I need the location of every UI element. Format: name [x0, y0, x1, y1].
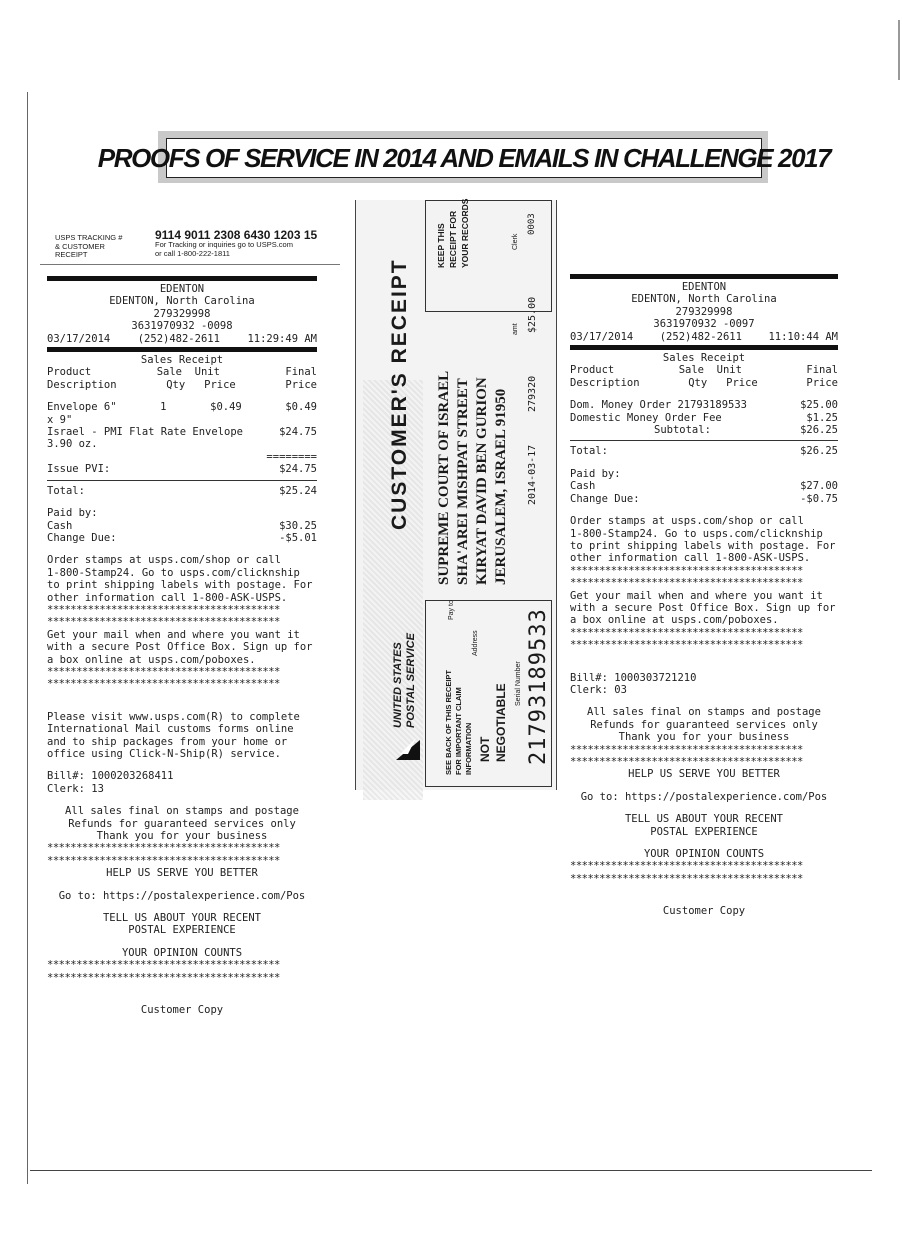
issue-row: Issue PVI: $24.75: [47, 463, 317, 476]
clerk-number: Clerk: 13: [47, 782, 104, 795]
equals-rule: ========: [266, 450, 317, 463]
not-negotiable: NEGOTIABLE: [494, 683, 508, 762]
item-weight: 3.90 oz.: [47, 438, 98, 451]
bill-number: Bill#: 1000203268411: [47, 770, 174, 783]
line-item: Dom. Money Order 21793189533 $25.00: [570, 399, 838, 412]
stars-divider: ****************************************: [570, 626, 803, 639]
receipt-phone: (252)482-2611: [659, 330, 742, 343]
left-page-rule: [27, 92, 28, 1184]
stars-divider: ****************************************: [570, 860, 803, 873]
stars-divider: ****************************************: [570, 743, 803, 756]
office-id: 3631970932 -0097: [653, 318, 755, 331]
final-text: All sales final on stamps and postage: [65, 805, 299, 818]
customer-copy: Customer Copy: [140, 1004, 224, 1017]
tell-us-text: TELL US ABOUT YOUR RECENT: [102, 912, 262, 925]
money-order-amount: $25.00: [527, 296, 538, 333]
intl-text: Please visit www.usps.com(R) to complete: [47, 710, 300, 723]
survey-url: Go to: https://postalexperience.com/Pos: [58, 889, 306, 902]
bill-number: Bill#: 1000303721210: [570, 671, 697, 684]
receipt-phone: (252)482-2611: [137, 332, 220, 345]
see-back-text: SEE BACK OF THIS RECEIPT: [444, 669, 453, 775]
receipt-time: 11:29:49 AM: [247, 332, 317, 345]
order-text: Order stamps at usps.com/shop or call: [47, 554, 281, 567]
column-header-2: Description Qty Price Price: [47, 378, 317, 391]
date-row: [570, 331, 838, 343]
opinion-text: YOUR OPINION COUNTS: [643, 848, 765, 861]
line-item: Envelope 6" 1 $0.49 $0.49: [47, 401, 317, 414]
tracking-rule: [40, 264, 340, 265]
stars-divider: ****************************************: [47, 616, 280, 629]
payee-line: KIRYAT DAVID BEN GURION: [474, 377, 490, 585]
final-text: All sales final on stamps and postage: [587, 706, 821, 719]
stars-divider: ****************************************: [570, 639, 803, 652]
cash-row: Cash $30.25: [47, 519, 317, 532]
office-city: EDENTON, North Carolina: [631, 293, 777, 306]
tracking-number: 9114 9011 2308 6430 1203 15: [155, 228, 318, 242]
not-negotiable: NOT: [478, 736, 492, 762]
office-zip: 279329998: [675, 305, 733, 318]
tell-us-text: TELL US ABOUT YOUR RECENT: [624, 813, 784, 826]
clerk-label: Clerk: [512, 233, 519, 250]
column-header-1: Product Sale Unit Final: [570, 364, 838, 377]
pobox-text: Get your mail when and where you want it: [47, 628, 300, 641]
clerk-value: 0003: [527, 213, 537, 235]
column-header-2: Description Qty Price Price: [570, 376, 838, 389]
clerk-number: Clerk: 03: [570, 683, 627, 696]
office-name: EDENTON: [159, 283, 205, 295]
stars-divider: ****************************************: [47, 678, 280, 691]
total-row: Total: $26.25: [570, 445, 838, 458]
survey-url: Go to: https://postalexperience.com/Pos: [580, 790, 828, 803]
right-page-rule: [898, 20, 900, 80]
stars-divider: ****************************************: [570, 564, 803, 577]
pobox-text: Get your mail when and where you want it: [570, 589, 823, 602]
serial-label: Serial Number: [515, 661, 522, 706]
stars-divider: ****************************************: [47, 854, 280, 867]
cash-row: Cash $27.00: [570, 480, 838, 493]
stars-divider: ****************************************: [47, 971, 280, 984]
paid-by: Paid by:: [47, 507, 98, 520]
stars-divider: ****************************************: [47, 959, 280, 972]
money-order-title: CUSTOMER'S RECEIPT: [388, 258, 411, 530]
payee-line: JERUSALEM, ISRAEL 91950: [493, 388, 509, 585]
column-header-1: Product Sale Unit Final: [47, 366, 317, 379]
serial-number: 21793189533: [526, 608, 551, 765]
total-row: Total: $25.24: [47, 484, 317, 497]
right-receipt: EDENTON EDENTON, North Carolina 279329998 3631970932 -0097 03/17/2014 (252)482-2611 11:10:44 AM Sales Receipt Product Sale Unit Final Description Qty Price Price Dom. Money Order 21793189533 $25.00 Domestic Money Order Fee $1.25 Subtotal: $26.25 Total: $26.25 Paid by: Cash $27.00 Change Due: -$0.75 Order stamps at usps.com/shop or call 1-800-Stamp24. Go to usps.com/clicknship to print shipping labels with postage. For other information call 1-800-ASK-USPS. **************************************** **************************************** Get your mail when and where you want it with a secure Post Office Box. Sign up for a box online at usps.com/poboxes. **************************************** **************************************** Bill#: 1000303721210 Clerk: 03 All sales final on stamps and postage Refunds for guaranteed services only Thank you for your business **************************************** **************************************** HELP US SERVE YOU BETTER Go to: https://postalexperience.com/Pos TELL US ABOUT YOUR RECENT POSTAL EXPERIENCE YOUR OPINION COUNTS **************************************** **************************************** Customer Copy: [570, 272, 838, 918]
office-city: EDENTON, North Carolina: [109, 295, 255, 308]
office-zip: 279329998: [153, 307, 211, 320]
usps-logo-text: UNITED STATES: [392, 642, 404, 728]
receipt-time: 11:10:44 AM: [768, 330, 838, 343]
payee-line: SUPREME COURT OF ISRAEL: [436, 370, 452, 585]
stars-divider: ****************************************: [570, 872, 803, 885]
subtotal-row: Subtotal: $26.25: [654, 424, 838, 437]
bottom-page-rule: [30, 1170, 872, 1171]
date-row: [47, 333, 317, 345]
stars-divider: ****************************************: [47, 665, 280, 678]
sales-title: Sales Receipt: [140, 354, 224, 367]
money-order-office: 279320: [527, 375, 538, 412]
paid-by: Paid by:: [570, 467, 621, 480]
page-title: PROOFS OF SERVICE IN 2014 AND EMAILS IN CHALLENGE 2017: [166, 138, 762, 178]
tracking-hint: For Tracking or inquiries go to USPS.com or call 1-800-222-1811: [155, 240, 293, 258]
tracking-label: USPS TRACKING # & CUSTOMER RECEIPT: [55, 233, 123, 259]
stars-divider: ****************************************: [47, 842, 280, 855]
office-id: 3631970932 -0098: [131, 320, 233, 333]
order-text: Order stamps at usps.com/shop or call: [570, 515, 804, 528]
payee-line: SHA'AREI MISHPAT STREET: [455, 378, 471, 585]
amount-label: amt: [512, 323, 519, 335]
stars-divider: ****************************************: [47, 603, 280, 616]
line-item: Domestic Money Order Fee $1.25: [570, 411, 838, 424]
line-item: Israel - PMI Flat Rate Envelope $24.75: [47, 426, 317, 439]
help-text: HELP US SERVE YOU BETTER: [628, 768, 780, 781]
change-row: Change Due: -$5.01: [47, 531, 317, 544]
eagle-logo-icon: [394, 732, 422, 762]
receipt-date: 03/17/2014: [47, 332, 111, 345]
opinion-text: YOUR OPINION COUNTS: [121, 946, 243, 959]
address-label: Address: [472, 630, 479, 656]
left-receipt: EDENTON EDENTON, North Carolina 279329998 3631970932 -0098 03/17/2014 (252)482-2611 11:29:49 AM Sales Receipt Product Sale Unit Final Description Qty Price Price Envelope 6" 1 $0.49 $0.49 x 9" Israel - PMI Flat Rate Envelope $24.75 3.90 oz. ======== Issue PVI: $24.75 Total: $25.24 Paid by: Cash $30.25 Change Due: -$5.01 Order stamps at usps.com/shop or call 1-800-Stamp24. Go to usps.com/clicknship to print shipping labels with postage. For other information call 1-800-ASK-USPS. **************************************** **************************************** Get your mail when and where you want it with a secure Post Office Box. Sign up for a box online at usps.com/poboxes. **************************************** **************************************** Please visit www.usps.com(R) to complete International Mail customs forms online and to ship packages from your home or office using Click-N-Ship(R) service. Bill#: 1000203268411 Clerk: 13 All sales final on stamps and postage Refunds for guaranteed services only Thank you for your business **************************************** **************************************** HELP US SERVE YOU BETTER Go to: https://postalexperience.com/Pos TELL US ABOUT YOUR RECENT POSTAL EXPERIENCE YOUR OPINION COUNTS **************************************** **************************************** Customer Copy: [47, 274, 317, 1017]
line-item-continued: x 9": [47, 413, 73, 426]
stars-divider: ****************************************: [570, 577, 803, 590]
help-text: HELP US SERVE YOU BETTER: [106, 867, 258, 880]
change-row: Change Due: -$0.75: [570, 492, 838, 505]
sales-title: Sales Receipt: [662, 352, 746, 365]
pay-to-label: Pay to: [448, 600, 455, 620]
office-name: EDENTON: [681, 281, 727, 293]
money-order-date: 2014-03-17: [527, 444, 538, 505]
customer-copy: Customer Copy: [662, 905, 746, 918]
receipt-date: 03/17/2014: [570, 330, 634, 343]
stars-divider: ****************************************: [570, 756, 803, 768]
